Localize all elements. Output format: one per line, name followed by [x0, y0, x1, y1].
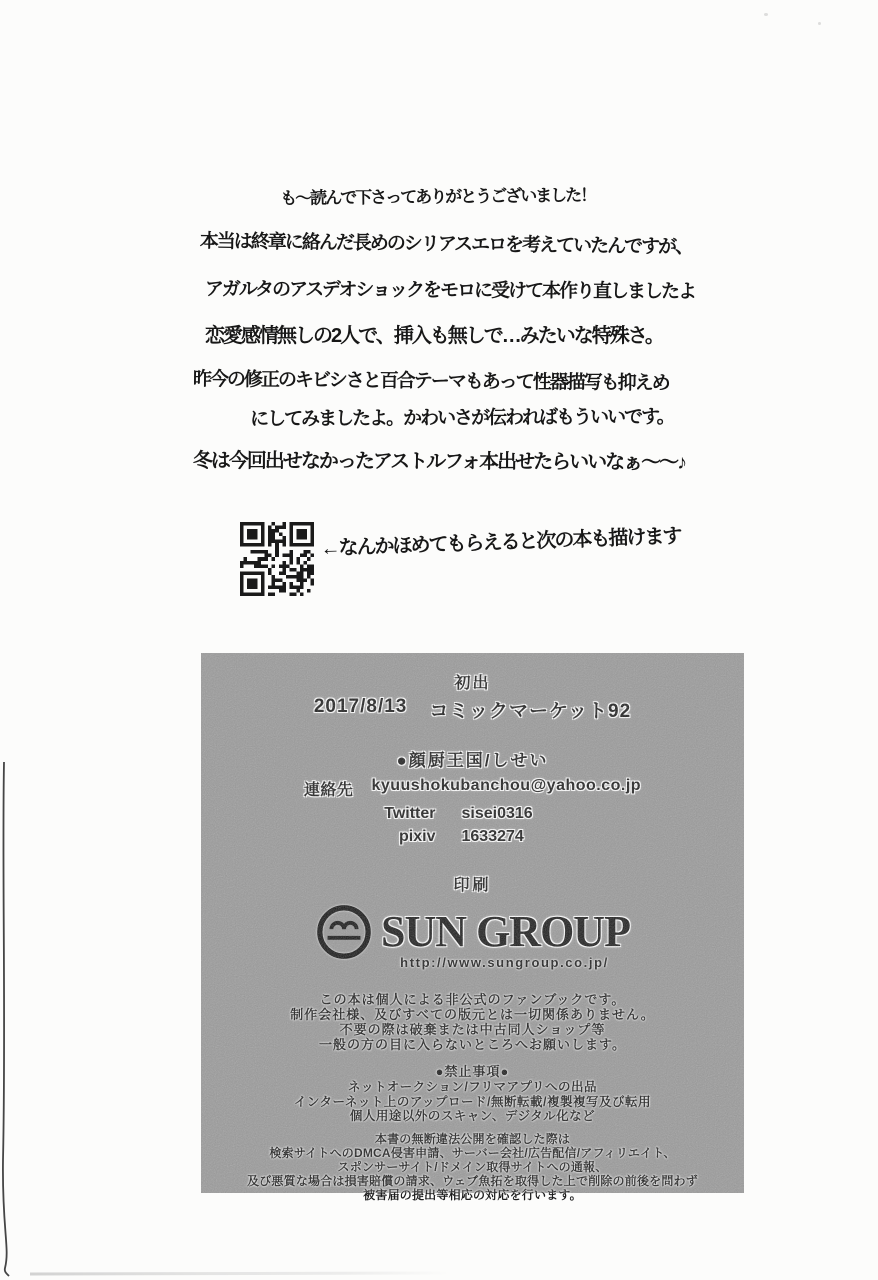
disclaimer-line: 制作会社様、及びすべての版元とは一切関係ありません。 [290, 1007, 655, 1022]
qr-code [240, 522, 314, 596]
handwritten-line: 冬は今回出せなかったアストルフォ本出せたらいいなぁ〜〜♪ [192, 449, 686, 474]
legal-line: 本書の無断違法公開を確認した際は [374, 1131, 571, 1146]
prohibited-item: インターネット上のアップロード/無断転載/複製複写及び転用 [294, 1094, 651, 1109]
contact-email: kyuushokubanchou@yahoo.co.jp [371, 777, 642, 794]
qr-caption: ←なんかほめてもらえると次の本も描けます [320, 525, 681, 560]
legal-line: スポンサーサイト/ドメイン取得サイトへの通報、 [337, 1159, 608, 1174]
printer-logo-row [201, 903, 744, 961]
handwritten-line: 本当は終章に絡んだ長めのシリアスエロを考えていたんですが、 [199, 230, 693, 259]
first-publication-title: 初出 [454, 675, 491, 692]
bottom-scan-smudge [30, 1271, 450, 1275]
legal-line: 検索サイトへのDMCA侵害申請、サーバー会社/広告配信/アフィリエイト、 [269, 1145, 676, 1160]
paper-speck [818, 22, 821, 25]
prohibited-item: ネットオークション/フリマアプリへの出品 [347, 1080, 598, 1094]
printing-title: 印刷 [453, 877, 492, 894]
prohibited-title: ●禁止事項● [435, 1064, 510, 1079]
twitter-label: Twitter [384, 805, 436, 822]
disclaimer-block [201, 992, 744, 1052]
handwritten-line: も〜読んで下さってありがとうございました！ [280, 185, 596, 208]
printer-name: SUN GROUP [381, 907, 630, 956]
disclaimer-line: 不要の際は破棄または中古同人ショップ等 [339, 1022, 606, 1037]
printer-url: http://www.sungroup.co.jp/ [400, 955, 609, 970]
sun-group-logo-icon [315, 903, 373, 961]
twitter-row [201, 805, 744, 823]
paper-speck [764, 13, 768, 16]
twitter-handle: sisei0316 [461, 805, 533, 822]
contact-row [201, 777, 744, 800]
handwritten-line: 昨今の修正のキビシさと百合テーマもあって性器描写も抑えめ [192, 368, 669, 395]
prohibited-item: 個人用途以外のスキャン、デジタル化など [349, 1109, 596, 1123]
circle-name: ●顔厨王国/しせい [396, 751, 549, 770]
legal-line: 被害届の提出等相応の対応を行います。 [363, 1187, 582, 1202]
pixiv-label: pixiv [399, 828, 436, 845]
handwritten-line: 恋愛感情無しの2人で、挿入も無しで…みたいな特殊さ。 [205, 325, 663, 347]
pixiv-row [201, 828, 744, 846]
first-publication-line [201, 696, 744, 723]
legal-line: 及び悪質な場合は損害賠償の請求、ウェブ魚拓を取得した上で削除の前後を問わず [247, 1173, 698, 1188]
colophon-box [201, 653, 744, 1202]
legal-block [201, 1132, 744, 1202]
handwritten-line: にしてみましたよ。かわいさが伝わればもういいです。 [250, 406, 674, 430]
handwritten-line: アガルタのアスデオショックをモロに受けて本作り直しましたよ [204, 278, 696, 303]
disclaimer-line: この本は個人による非公式のファンブックです。 [319, 992, 626, 1007]
contact-label: 連絡先 [303, 782, 354, 799]
first-publication-date: 2017/8/13 [313, 696, 408, 717]
disclaimer-line: 一般の方の目に入らないところへお願いします。 [319, 1037, 626, 1052]
page-edge-scan-line [0, 0, 20, 1280]
prohibited-block [201, 1080, 744, 1124]
first-publication-event: コミックマーケット92 [429, 701, 632, 722]
pixiv-id: 1633274 [461, 828, 524, 845]
